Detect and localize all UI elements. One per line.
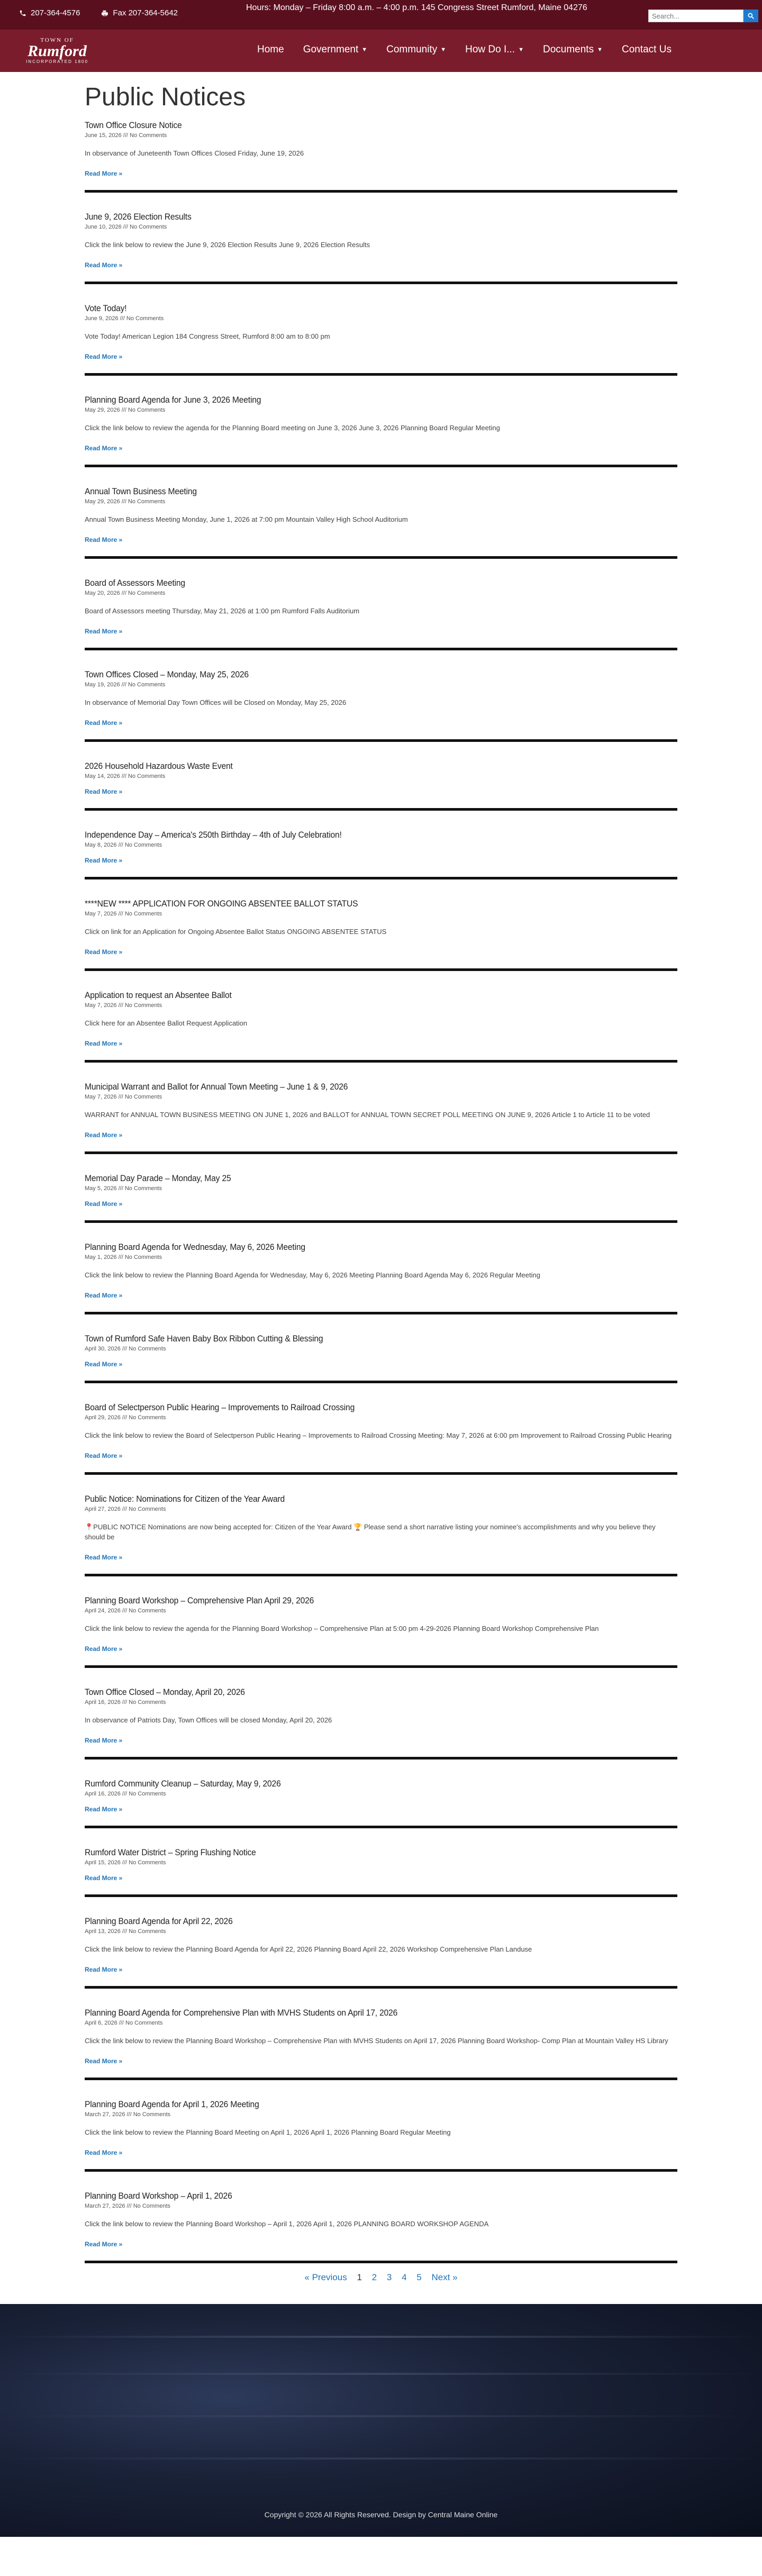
post-meta: April 29, 2026 /// No Comments	[85, 1414, 166, 1421]
post-item	[85, 1241, 677, 1314]
post-title[interactable]: ****NEW **** APPLICATION FOR ONGOING ABSENTEE BALLOT STATUS	[85, 899, 358, 909]
nav-home[interactable]	[248, 44, 294, 56]
post-excerpt: Click on link for an Application for Ongoing Absentee Ballot Status ONGOING ABSENTEE STATUS	[85, 928, 387, 936]
post-item	[85, 1847, 677, 1897]
contact-info	[19, 8, 178, 17]
read-more-link[interactable]: Read More »	[85, 1040, 123, 1047]
search-form	[648, 10, 758, 22]
post-excerpt: Click the link below to review the Board of Selectperson Public Hearing – Improvements to Railroad Crossing Meeting: May 7, 2026 at 6:00 pm Improvement to Railroad Crossing Public Hearing	[85, 1431, 672, 1439]
post-item	[85, 1686, 677, 1759]
read-more-link[interactable]: Read More »	[85, 2241, 123, 2248]
read-more-link[interactable]: Read More »	[85, 628, 123, 635]
post-item	[85, 829, 677, 879]
post-excerpt: Click the link below to review the Planning Board Workshop – Comprehensive Plan with MVHS Students on April 17, 2026 Planning Board Workshop- Comp Plan at Mountain Valley HS Library	[85, 2037, 668, 2045]
search-button[interactable]	[743, 10, 758, 22]
post-title[interactable]: Board of Selectperson Public Hearing – Improvements to Railroad Crossing	[85, 1402, 355, 1412]
post-meta: May 29, 2026 /// No Comments	[85, 498, 166, 505]
read-more-link[interactable]: Read More »	[85, 1131, 123, 1139]
nav-how-do-i-label: How Do I...	[465, 44, 515, 55]
post-meta: June 15, 2026 /// No Comments	[85, 132, 167, 139]
post-excerpt: Click the link below to review the Planning Board Agenda for April 22, 2026 Planning Board April 22, 2026 Workshop Comprehensive Plan Landuse	[85, 1945, 532, 1953]
logo-name: Rumford	[28, 42, 87, 60]
caret-down-icon: ▼	[361, 47, 368, 53]
read-more-link[interactable]: Read More »	[85, 261, 123, 269]
post-meta: May 8, 2026 /// No Comments	[85, 842, 162, 848]
post-excerpt: In observance of Patriots Day, Town Offices will be closed Monday, April 20, 2026	[85, 1716, 332, 1724]
post-excerpt: WARRANT for ANNUAL TOWN BUSINESS MEETING ON JUNE 1, 2026 and BALLOT for ANNUAL TOWN SECRET POLL MEETING ON JUNE 9, 2026 Article 1 to Article 11 to be voted	[85, 1111, 650, 1119]
post-meta: April 6, 2026 /// No Comments	[85, 2020, 163, 2026]
post-item	[85, 1333, 677, 1383]
nav-government[interactable]	[294, 44, 377, 56]
post-title[interactable]: Independence Day – America's 250th Birthday – 4th of July Celebration!	[85, 830, 342, 840]
post-title[interactable]: Rumford Water District – Spring Flushing Notice	[85, 1847, 256, 1857]
office-hours: Hours: Monday – Friday 8:00 a.m. – 4:00 p.m. 145 Congress Street Rumford, Maine 04276	[246, 3, 587, 12]
nav-contact-us[interactable]	[612, 44, 681, 56]
post-excerpt: Vote Today! American Legion 184 Congress Street, Rumford 8:00 am to 8:00 pm	[85, 332, 330, 340]
post-excerpt: Click the link below to review the Planning Board Workshop – April 1, 2026 April 1, 2026 PLANNING BOARD WORKSHOP AGENDA	[85, 2220, 489, 2228]
nav-home-label: Home	[257, 44, 284, 55]
pagination-next[interactable]: Next »	[431, 2272, 458, 2282]
post-meta: April 13, 2026 /// No Comments	[85, 1928, 166, 1935]
post-excerpt: Click here for an Absentee Ballot Request Application	[85, 1019, 248, 1027]
post-item	[85, 898, 677, 971]
post-meta: April 16, 2026 /// No Comments	[85, 1791, 166, 1797]
post-item	[85, 2099, 677, 2172]
phone-icon	[19, 10, 26, 17]
post-excerpt: Click the link below to review the agenda for the Planning Board Workshop – Comprehensive Plan at 5:00 pm 4-29-2026 Planning Board Workshop Comprehensive Plan	[85, 1625, 599, 1632]
read-more-link[interactable]: Read More »	[85, 445, 123, 452]
post-meta: May 5, 2026 /// No Comments	[85, 1185, 162, 1192]
post-excerpt: In observance of Juneteenth Town Offices Closed Friday, June 19, 2026	[85, 149, 304, 157]
fax-number: Fax 207-364-5642	[113, 8, 178, 17]
main-content	[85, 72, 677, 2304]
post-title[interactable]: Board of Assessors Meeting	[85, 578, 185, 588]
post-item	[85, 1778, 677, 1828]
post-item	[85, 2007, 677, 2080]
nav-documents-label: Documents	[542, 44, 594, 55]
read-more-link[interactable]: Read More »	[85, 353, 123, 360]
post-title[interactable]: Application to request an Absentee Ballot	[85, 990, 232, 1000]
caret-down-icon: ▼	[597, 47, 603, 53]
pagination-previous[interactable]: « Previous	[304, 2272, 347, 2282]
post-item	[85, 1081, 677, 1154]
post-title[interactable]: Town of Rumford Safe Haven Baby Box Ribbon Cutting & Blessing	[85, 1334, 323, 1344]
post-meta: April 30, 2026 /// No Comments	[85, 1346, 166, 1352]
post-item	[85, 303, 677, 376]
nav-community-label: Community	[386, 44, 438, 55]
caret-down-icon: ▼	[440, 47, 447, 53]
read-more-link[interactable]: Read More »	[85, 788, 123, 795]
post-title[interactable]: Municipal Warrant and Ballot for Annual Town Meeting – June 1 & 9, 2026	[85, 1082, 348, 1092]
read-more-link[interactable]: Read More »	[85, 719, 123, 727]
fax	[101, 8, 178, 17]
page-title: Public Notices	[85, 83, 246, 111]
post-meta: May 20, 2026 /// No Comments	[85, 590, 166, 596]
post-meta: March 27, 2026 /// No Comments	[85, 2203, 171, 2209]
post-title[interactable]: Planning Board Agenda for June 3, 2026 Meeting	[85, 395, 261, 405]
site-header	[0, 30, 762, 72]
post-item	[85, 120, 677, 193]
post-item	[85, 760, 677, 811]
read-more-link[interactable]: Read More »	[85, 170, 123, 177]
post-excerpt: 📍PUBLIC NOTICE Nominations are now being accepted for: Citizen of the Year Award 🏆 Please send a short narrative listing your nominee's accomplishments and why you believe they should be	[85, 1523, 656, 1541]
post-excerpt: Click the link below to review the Planning Board Meeting on April 1, 2026 April 1, 2026 Planning Board Regular Meeting	[85, 2128, 451, 2136]
read-more-link[interactable]: Read More »	[85, 1452, 123, 1459]
top-bar	[0, 0, 762, 30]
nav-community[interactable]	[377, 44, 456, 56]
post-meta: May 7, 2026 /// No Comments	[85, 911, 162, 917]
post-title[interactable]: Town Offices Closed – Monday, May 25, 2026	[85, 669, 249, 679]
pagination	[85, 2272, 677, 2283]
post-item	[85, 577, 677, 650]
caret-down-icon: ▼	[518, 47, 524, 53]
read-more-link[interactable]: Read More »	[85, 1737, 123, 1744]
phone-number: 207-364-4576	[31, 8, 80, 17]
post-meta: May 29, 2026 /// No Comments	[85, 407, 166, 413]
post-title[interactable]: Planning Board Workshop – Comprehensive Plan April 29, 2026	[85, 1595, 314, 1606]
read-more-link[interactable]: Read More »	[85, 1292, 123, 1299]
post-title[interactable]: Planning Board Agenda for April 22, 2026	[85, 1916, 233, 1926]
read-more-link[interactable]: Read More »	[85, 1200, 123, 1208]
search-input[interactable]	[648, 10, 743, 22]
post-item	[85, 486, 677, 559]
post-item	[85, 1173, 677, 1223]
post-title[interactable]: Rumford Community Cleanup – Saturday, May 9, 2026	[85, 1779, 281, 1789]
post-excerpt: Click the link below to review the June 9, 2026 Election Results June 9, 2026 Election Results	[85, 241, 370, 249]
post-meta: June 10, 2026 /// No Comments	[85, 224, 167, 230]
copyright: Copyright © 2026 All Rights Reserved. Design by Central Maine Online	[264, 2510, 498, 2519]
post-title[interactable]: June 9, 2026 Election Results	[85, 212, 192, 222]
post-meta: May 19, 2026 /// No Comments	[85, 682, 166, 688]
pagination-page-4[interactable]: 4	[402, 2272, 407, 2282]
post-meta: June 9, 2026 /// No Comments	[85, 315, 164, 322]
post-item	[85, 990, 677, 1063]
post-item	[85, 2190, 677, 2263]
logo-town-of: TOWN OF	[40, 37, 74, 43]
post-excerpt: In observance of Memorial Day Town Offices will be Closed on Monday, May 25, 2026	[85, 699, 347, 706]
pagination-page-2[interactable]: 2	[371, 2272, 377, 2282]
post-list	[85, 120, 677, 2263]
nav-how-do-i[interactable]	[456, 44, 533, 56]
read-more-link[interactable]: Read More »	[85, 2149, 123, 2156]
post-item	[85, 1493, 677, 1576]
post-excerpt: Click the link below to review the Planning Board Agenda for Wednesday, May 6, 2026 Meeting Planning Board Agenda May 6, 2026 Regular Meeting	[85, 1271, 540, 1279]
post-item	[85, 211, 677, 284]
nav-government-label: Government	[303, 44, 359, 55]
post-meta: March 27, 2026 /// No Comments	[85, 2111, 171, 2118]
post-title[interactable]: Vote Today!	[85, 303, 127, 313]
post-title[interactable]: Town Office Closure Notice	[85, 120, 182, 130]
post-title[interactable]: Memorial Day Parade – Monday, May 25	[85, 1173, 231, 1183]
read-more-link[interactable]: Read More »	[85, 1554, 123, 1561]
post-meta: April 16, 2026 /// No Comments	[85, 1699, 166, 1706]
phone[interactable]	[19, 8, 80, 17]
logo-incorporated: INCORPORATED 1800	[26, 59, 88, 64]
read-more-link[interactable]: Read More »	[85, 2057, 123, 2065]
read-more-link[interactable]: Read More »	[85, 948, 123, 956]
site-footer	[0, 2304, 762, 2537]
post-item	[85, 1402, 677, 1475]
post-meta: April 15, 2026 /// No Comments	[85, 1860, 166, 1866]
nav-contact-us-label: Contact Us	[621, 44, 672, 55]
post-excerpt: Board of Assessors meeting Thursday, May 21, 2026 at 1:00 pm Rumford Falls Auditorium	[85, 607, 360, 615]
post-excerpt: Annual Town Business Meeting Monday, June 1, 2026 at 7:00 pm Mountain Valley High School Auditorium	[85, 515, 408, 523]
read-more-link[interactable]: Read More »	[85, 1645, 123, 1653]
site-logo[interactable]	[10, 37, 105, 67]
read-more-link[interactable]: Read More »	[85, 857, 123, 864]
post-excerpt: Click the link below to review the agenda for the Planning Board meeting on June 3, 2026 June 3, 2026 Planning Board Regular Meeting	[85, 424, 500, 432]
post-title[interactable]: Annual Town Business Meeting	[85, 486, 197, 496]
post-title[interactable]: Town Office Closed – Monday, April 20, 2026	[85, 1687, 245, 1697]
post-item	[85, 1916, 677, 1989]
nav-documents[interactable]	[533, 44, 612, 56]
post-title[interactable]: 2026 Household Hazardous Waste Event	[85, 761, 233, 771]
main-nav	[248, 44, 681, 56]
post-item	[85, 1595, 677, 1668]
post-title[interactable]: Planning Board Agenda for Comprehensive Plan with MVHS Students on April 17, 2026	[85, 2008, 398, 2018]
post-title[interactable]: Planning Board Agenda for April 1, 2026 Meeting	[85, 2099, 259, 2109]
pagination-current: 1	[357, 2272, 362, 2282]
search-icon	[747, 12, 755, 20]
fax-icon	[101, 10, 108, 17]
read-more-link[interactable]: Read More »	[85, 1806, 123, 1813]
post-meta: May 1, 2026 /// No Comments	[85, 1254, 162, 1260]
post-title[interactable]: Planning Board Workshop – April 1, 2026	[85, 2191, 232, 2201]
read-more-link[interactable]: Read More »	[85, 1874, 123, 1882]
post-meta: May 7, 2026 /// No Comments	[85, 1094, 162, 1100]
post-item	[85, 394, 677, 467]
read-more-link[interactable]: Read More »	[85, 1966, 123, 1973]
post-meta: May 7, 2026 /// No Comments	[85, 1002, 162, 1009]
post-meta: April 27, 2026 /// No Comments	[85, 1506, 166, 1512]
post-meta: April 24, 2026 /// No Comments	[85, 1608, 166, 1614]
post-meta: May 14, 2026 /// No Comments	[85, 773, 166, 779]
post-item	[85, 669, 677, 742]
pagination-page-5[interactable]: 5	[416, 2272, 422, 2282]
post-title[interactable]: Public Notice: Nominations for Citizen of the Year Award	[85, 1494, 285, 1504]
post-title[interactable]: Planning Board Agenda for Wednesday, May 6, 2026 Meeting	[85, 1242, 305, 1252]
pagination-page-3[interactable]: 3	[386, 2272, 392, 2282]
read-more-link[interactable]: Read More »	[85, 1360, 123, 1368]
read-more-link[interactable]: Read More »	[85, 536, 123, 543]
